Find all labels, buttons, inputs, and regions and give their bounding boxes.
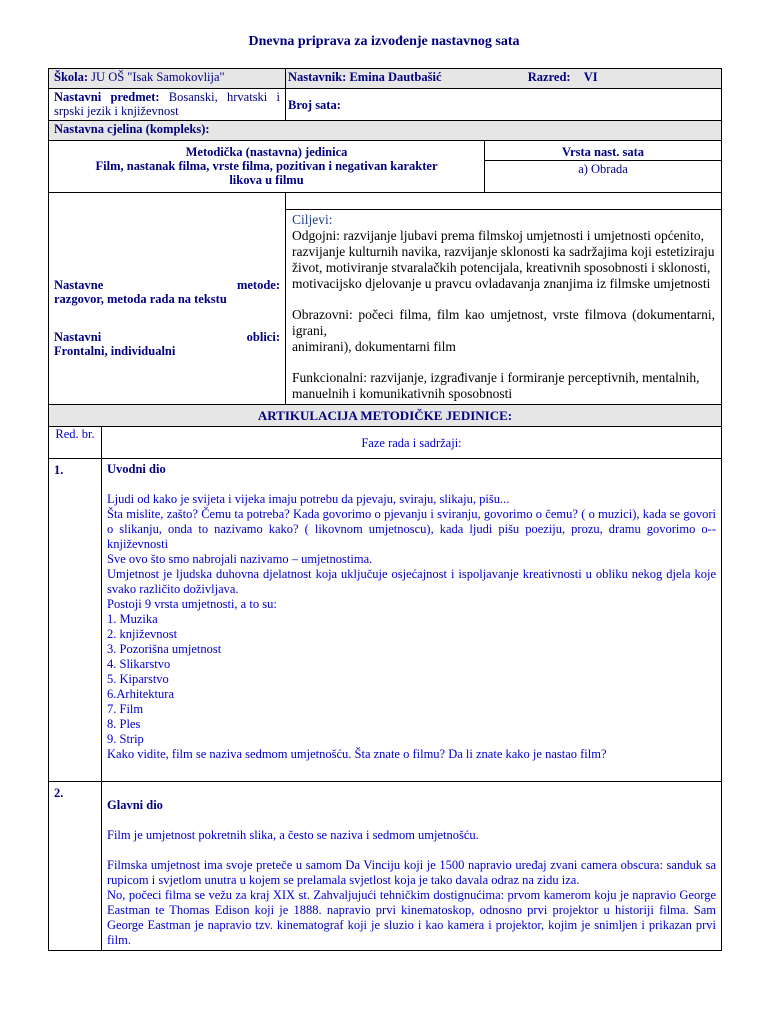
- section-1-p6: Kako vidite, film se naziva sedmom umjetnošću. Šta znate o filmu? Da li znate kako je nastao film?: [107, 747, 607, 761]
- lesson-number-label: Broj sata:: [288, 97, 341, 112]
- section-1-number: 1.: [49, 459, 102, 782]
- subject-row: [49, 89, 722, 121]
- section-1-p1: Ljudi od kako je svijeta i vijeka imaju potrebu da pjevaju, sviraju, slikaju, pišu...: [107, 492, 510, 506]
- arts-item-8: 8. Ples: [107, 717, 141, 731]
- arts-item-3: 3. Pozorišna umjetnost: [107, 642, 222, 656]
- articulation-header-row: [49, 427, 722, 459]
- arts-item-9: 9. Strip: [107, 732, 144, 746]
- section-1-p3: Sve ovo što smo nabrojali nazivamo – umjetnostima.: [107, 552, 373, 566]
- section-2-p1: Film je umjetnost pokretnih slika, a često se naziva i sedmom umjetnošću.: [107, 828, 479, 842]
- forms-label-word1: Nastavni: [54, 330, 102, 344]
- subject-value: Bosanski, hrvatski i srpski jezik i književnost: [54, 90, 280, 118]
- methods-value: razgovor, metoda rada na tekstu: [54, 292, 227, 306]
- school-cell: [49, 69, 286, 89]
- lesson-number-cell: [286, 89, 722, 121]
- document-title: Dnevna priprava za izvođenje nastavnog sata: [248, 34, 520, 49]
- teacher-label: Nastavnik:: [288, 70, 347, 84]
- subject-label: Nastavni predmet:: [54, 90, 160, 104]
- subject-cell: [49, 89, 286, 121]
- goals-instructional-2: animirani), dokumentarni film: [292, 339, 456, 354]
- methods-goals-row: [49, 193, 722, 405]
- lesson-plan-table: [48, 68, 722, 951]
- arts-item-4: 4. Slikarstvo: [107, 657, 171, 671]
- section-2-number: 2.: [49, 782, 102, 951]
- section-1-p4: Umjetnost je ljudska duhovna djelatnost koja uključuje osjećajnost i ispoljavanje kreativnosti u obliku nekog djela koje svako različito doživljava.: [107, 567, 716, 596]
- goals-functional: Funkcionalni: razvijanje, izgrađivanje i formiranje perceptivnih, mentalnih, manuelnih i komunikativnih sposobnosti: [292, 370, 700, 401]
- arts-item-5: 5. Kiparstvo: [107, 672, 169, 686]
- articulation-heading: ARTIKULACIJA METODIČKE JEDINICE:: [49, 405, 722, 427]
- section-2-p2: Filmska umjetnost ima svoje preteče u samom Da Vinciju koji je 1500 napravio uređaj zvani camera obscura: sanduk sa rupicom i svjetlom unutra u kojem se prelamala svjetlost koja je tako davala odraz na zidu iza.: [107, 858, 716, 887]
- section-1-row: [49, 459, 722, 782]
- grade-label: Razred:: [527, 70, 571, 84]
- school-value: JU OŠ "Isak Samokovlija": [91, 70, 225, 84]
- section-1-title: Uvodni dio: [107, 462, 166, 476]
- unit-value: Film, nastanak filma, vrste filma, pozitivan i negativan karakter likova u filmu: [95, 159, 438, 187]
- section-2-row: [49, 782, 722, 951]
- lesson-type-label: Vrsta nast. sata: [485, 141, 721, 161]
- section-2-content: [102, 782, 722, 951]
- unit-label: Metodička (nastavna) jedinica: [185, 145, 348, 159]
- teacher-grade-cell: [286, 69, 722, 89]
- goals-heading: Ciljevi:: [292, 212, 333, 227]
- articulation-heading-row: [49, 405, 722, 427]
- unit-cell: [49, 141, 485, 193]
- section-1-content: [102, 459, 722, 782]
- section-1-p2: Šta mislite, zašto? Čemu ta potreba? Kada govorimo o pjevanju i sviranju, govorimo o čemu? ( o muzici), kada se govori o slikanju, onda to nazivamo kako? ( likovnom umjetnoscu), kada ljudi pišu poeziju, prozu, dramu govorimo o-- književnosti: [107, 507, 716, 551]
- lesson-type-value: a) Obrada: [578, 162, 628, 176]
- grade-value: VI: [583, 70, 598, 84]
- forms-block: [54, 330, 280, 358]
- lesson-type-cell: [485, 141, 722, 193]
- unit-complex-label: Nastavna cjelina (kompleks):: [54, 122, 210, 136]
- unit-row: [49, 141, 722, 193]
- unit-complex-cell: [49, 121, 722, 141]
- methods-label-word1: Nastavne: [54, 278, 104, 292]
- section-2-p3: No, počeci filma se vežu za kraj XIX st. Zahvaljujući tehničkim dostignućima: prvom kamerom koju je napravio George Eastman te Thomas Edison koji je 1888. napravio prvi kinematoskop, odnosno prvi projektor u historiji filma. Sam George Eastman je napravio tzv. kinematograf koji je sluzio i kao kamera i projektor, kojim je snimljen i prikazan prvi film.: [107, 888, 716, 947]
- forms-value: Frontalni, individualni: [54, 344, 176, 358]
- section-1-p5: Postoji 9 vrsta umjetnosti, a to su:: [107, 597, 277, 611]
- header-row: [49, 69, 722, 89]
- methods-label-word2: metode:: [236, 278, 280, 292]
- arts-item-2: 2. književnost: [107, 627, 178, 641]
- school-label: Škola:: [54, 70, 89, 84]
- unit-complex-row: [49, 121, 722, 141]
- methods-cell: [49, 193, 286, 405]
- col-phases-header: Faze rada i sadržaji:: [102, 427, 722, 459]
- goals-instructional-1: Obrazovni: počeci filma, film kao umjetnost, vrste filmova (dokumentarni, igrani,: [292, 307, 715, 338]
- col-number-header: Red. br.: [49, 427, 102, 459]
- methods-block: [54, 278, 280, 306]
- arts-item-1: 1. Muzika: [107, 612, 158, 626]
- section-2-title: Glavni dio: [107, 798, 163, 812]
- goals-educational: Odgojni: razvijanje ljubavi prema filmskoj umjetnosti i umjetnosti općenito, razvijanje kulturnih navika, razvijanje sklonosti ka sadržajima koji estetiziraju život, motiviranje stvaralačkih potencijala, kreativnih sposobnosti i sklonosti, motivacijsko djelovanje u pravcu ovladavanja znanjima iz filmske umjetnosti: [292, 228, 715, 291]
- arts-item-7: 7. Film: [107, 702, 144, 716]
- forms-label-word2: oblici:: [246, 330, 280, 344]
- arts-item-6: 6.Arhitektura: [107, 687, 174, 701]
- goals-cell: [286, 193, 722, 405]
- teacher-value: Emina Dautbašić: [349, 70, 442, 84]
